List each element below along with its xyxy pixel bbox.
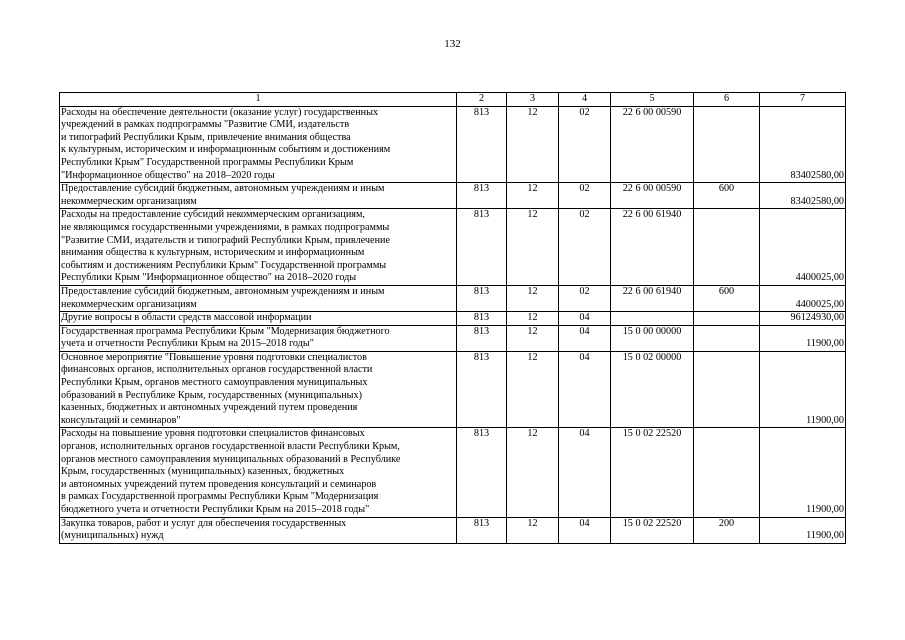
ministry-code: 813 bbox=[457, 325, 507, 351]
section-code: 12 bbox=[507, 351, 559, 428]
subsection-code: 04 bbox=[559, 428, 611, 517]
expense-type-code bbox=[694, 325, 760, 351]
target-article-code: 15 0 00 00000 bbox=[611, 325, 694, 351]
target-article-code: 15 0 02 22520 bbox=[611, 517, 694, 543]
section-code: 12 bbox=[507, 209, 559, 286]
expense-type-code bbox=[694, 312, 760, 326]
target-article-code: 22 6 00 61940 bbox=[611, 285, 694, 311]
column-header: 3 bbox=[507, 93, 559, 107]
target-article-code: 15 0 02 22520 bbox=[611, 428, 694, 517]
target-article-code bbox=[611, 312, 694, 326]
subsection-code: 02 bbox=[559, 209, 611, 286]
amount: 96124930,00 bbox=[760, 312, 846, 326]
section-code: 12 bbox=[507, 285, 559, 311]
amount: 4400025,00 bbox=[760, 285, 846, 311]
section-code: 12 bbox=[507, 325, 559, 351]
subsection-code: 04 bbox=[559, 325, 611, 351]
expense-type-code bbox=[694, 428, 760, 517]
expense-type-code bbox=[694, 351, 760, 428]
expense-type-code: 200 bbox=[694, 517, 760, 543]
amount: 83402580,00 bbox=[760, 183, 846, 209]
expense-description: Закупка товаров, работ и услуг для обеспечения государственных (муниципальных) нужд bbox=[60, 517, 457, 543]
ministry-code: 813 bbox=[457, 312, 507, 326]
section-code: 12 bbox=[507, 517, 559, 543]
expense-description: Расходы на обеспечение деятельности (оказание услуг) государственных учреждений в рамках подпрограммы "Развитие СМИ, издательств и типографий Республики Крым, привлечение внимания общества к культурным, историческим и информационным событиям и достижениям Республики Крым" Государственной программы Республики Крым "Информационное общество" на 2018–2020 годы bbox=[60, 106, 457, 183]
ministry-code: 813 bbox=[457, 517, 507, 543]
target-article-code: 22 6 00 61940 bbox=[611, 209, 694, 286]
column-header: 4 bbox=[559, 93, 611, 107]
budget-table bbox=[59, 92, 846, 544]
expense-type-code bbox=[694, 209, 760, 286]
amount: 83402580,00 bbox=[760, 106, 846, 183]
table-row bbox=[60, 106, 846, 183]
expense-description: Предоставление субсидий бюджетным, автономным учреждениям и иным некоммерческим организациям bbox=[60, 183, 457, 209]
table-row bbox=[60, 351, 846, 428]
table-row bbox=[60, 183, 846, 209]
column-header: 7 bbox=[760, 93, 846, 107]
expense-type-code: 600 bbox=[694, 285, 760, 311]
section-code: 12 bbox=[507, 106, 559, 183]
expense-description: Основное мероприятие "Повышение уровня подготовки специалистов финансовых органов, исполнительных органов государственной власти Республики Крым, органов местного самоуправления муниципальных образований в Республике Крым, государственных (муниципальных) казенных, бюджетных и автономных учреждений путем проведения консультаций и семинаров" bbox=[60, 351, 457, 428]
table-row bbox=[60, 209, 846, 286]
expense-type-code: 600 bbox=[694, 183, 760, 209]
column-header: 2 bbox=[457, 93, 507, 107]
table-row bbox=[60, 428, 846, 517]
section-code: 12 bbox=[507, 312, 559, 326]
ministry-code: 813 bbox=[457, 428, 507, 517]
table-header-row bbox=[60, 93, 846, 107]
ministry-code: 813 bbox=[457, 183, 507, 209]
ministry-code: 813 bbox=[457, 285, 507, 311]
section-code: 12 bbox=[507, 428, 559, 517]
ministry-code: 813 bbox=[457, 209, 507, 286]
expense-description: Предоставление субсидий бюджетным, автономным учреждениям и иным некоммерческим организациям bbox=[60, 285, 457, 311]
column-header: 6 bbox=[694, 93, 760, 107]
subsection-code: 02 bbox=[559, 106, 611, 183]
column-header: 1 bbox=[60, 93, 457, 107]
page-number: 132 bbox=[444, 38, 461, 50]
amount: 11900,00 bbox=[760, 325, 846, 351]
target-article-code: 15 0 02 00000 bbox=[611, 351, 694, 428]
amount: 4400025,00 bbox=[760, 209, 846, 286]
subsection-code: 04 bbox=[559, 517, 611, 543]
subsection-code: 04 bbox=[559, 351, 611, 428]
amount: 11900,00 bbox=[760, 517, 846, 543]
ministry-code: 813 bbox=[457, 106, 507, 183]
subsection-code: 02 bbox=[559, 285, 611, 311]
expense-description: Другие вопросы в области средств массовой информации bbox=[60, 312, 457, 326]
subsection-code: 02 bbox=[559, 183, 611, 209]
column-header: 5 bbox=[611, 93, 694, 107]
expense-type-code bbox=[694, 106, 760, 183]
table-row bbox=[60, 312, 846, 326]
expense-description: Расходы на повышение уровня подготовки специалистов финансовых органов, исполнительных органов государственной власти Республики Крым, органов местного самоуправления муниципальных образований в Республике Крым, государственных (муниципальных) казенных, бюджетных и автономных учреждений путем проведения консультаций и семинаров в рамках Государственной программы Республики Крым "Модернизация бюджетного учета и отчетности Республики Крым на 2015–2018 годы" bbox=[60, 428, 457, 517]
expense-description: Расходы на предоставление субсидий некоммерческим организациям, не являющимся государственными учреждениями, в рамках подпрограммы "Развитие СМИ, издательств и типографий Республики Крым, привлечение внимания общества к культурным, историческим и информационным событиям и достижениям Республики Крым" Государственной программы Республики Крым "Информационное общество" на 2018–2020 годы bbox=[60, 209, 457, 286]
target-article-code: 22 6 00 00590 bbox=[611, 183, 694, 209]
amount: 11900,00 bbox=[760, 351, 846, 428]
table-row bbox=[60, 285, 846, 311]
section-code: 12 bbox=[507, 183, 559, 209]
subsection-code: 04 bbox=[559, 312, 611, 326]
target-article-code: 22 6 00 00590 bbox=[611, 106, 694, 183]
table-row bbox=[60, 325, 846, 351]
amount: 11900,00 bbox=[760, 428, 846, 517]
table-row bbox=[60, 517, 846, 543]
expense-description: Государственная программа Республики Крым "Модернизация бюджетного учета и отчетности Республики Крым на 2015–2018 годы" bbox=[60, 325, 457, 351]
ministry-code: 813 bbox=[457, 351, 507, 428]
